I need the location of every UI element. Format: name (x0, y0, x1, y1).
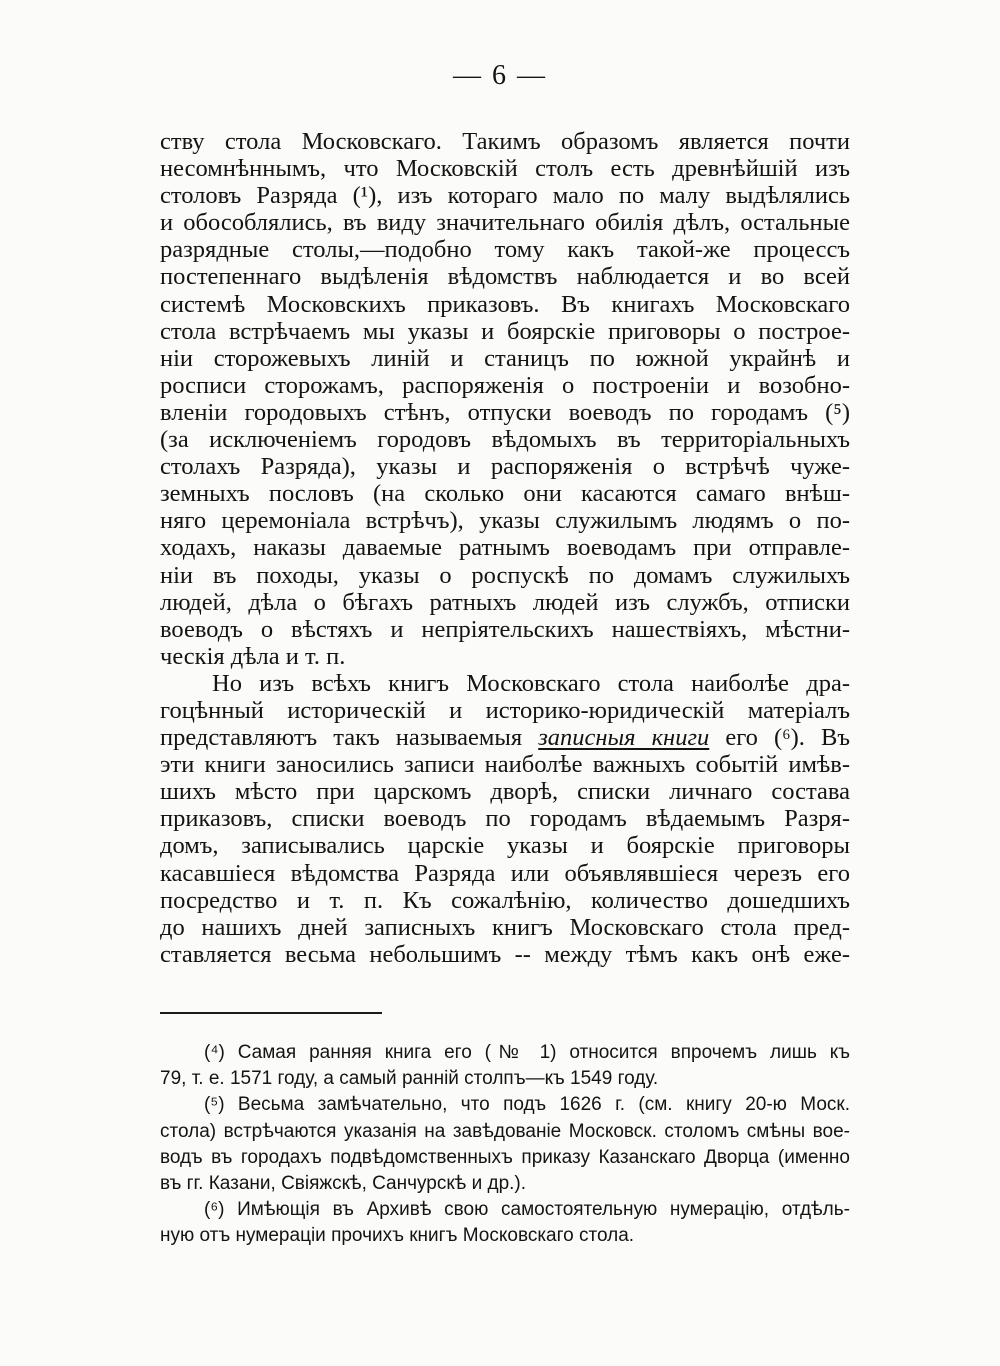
text-line: ніи сторожевыхъ линій и станицъ по южной украйнѣ и (160, 344, 850, 372)
text-line: людей, дѣла о бѣгахъ ратныхъ людей изъ службъ, отписки (160, 588, 850, 616)
text-segment: его (⁶). Въ (709, 724, 850, 752)
text-line: эти книги заносились записи наиболѣе важныхъ событій имѣв- (160, 751, 850, 779)
footnote-line: ную отъ нумераціи прочихъ книгъ Московскаго стола. (160, 1225, 635, 1247)
text-line: гоцѣнный историческій и историко-юридическій матеріалъ (160, 696, 850, 724)
text-line: ставляется весьма небольшимъ -- между тѣмъ какъ онѣ еже- (160, 940, 850, 968)
text-line: ходахъ, наказы даваемые ратнымъ воеводамъ при отправле- (160, 534, 850, 562)
footnote-line: стола) встрѣчаются указанія на завѣдованіе Московск. столомъ смѣны вое- (160, 1120, 850, 1142)
footnote-line: (⁴) Самая ранняя книга его (№ 1) относится впрочемъ лишь къ (204, 1042, 850, 1063)
text-line: и обособлялись, въ виду значительнаго обилія дѣлъ, остальные (160, 209, 850, 237)
text-line: столовъ Разряда (¹), изъ котораго мало по малу выдѣлялись (160, 182, 850, 210)
text-line: вленіи городовыхъ стѣнъ, отпуски воеводъ по городамъ (⁵) (160, 398, 850, 426)
text-line: воеводъ о вѣстяхъ и непріятельскихъ нашествіяхъ, мѣстни- (160, 615, 850, 643)
text-line: несомнѣннымъ, что Московскій столъ есть древнѣйшій изъ (160, 155, 850, 183)
text-line: ніи въ походы, указы о роспускѣ по домамъ служилыхъ (160, 561, 850, 589)
text-line: разрядные столы,—подобно тому какъ такой-же процессъ (160, 236, 850, 264)
text-line: посредство и т. п. Къ сожалѣнію, количество дошедшихъ (160, 886, 850, 914)
text-line: системѣ Московскихъ приказовъ. Въ книгахъ Московскаго (160, 290, 850, 318)
text-line: постепеннаго выдѣленія вѣдомствъ наблюдается и во всей (160, 263, 850, 291)
footnotes (160, 1040, 850, 1250)
text-line: (за исключеніемъ городовъ вѣдомыхъ въ территоріальныхъ (160, 426, 850, 454)
text-line: до нашихъ дней записныхъ книгъ Московскаго стола пред- (160, 913, 850, 941)
text-line: стола встрѣчаемъ мы указы и боярскіе приговоры о построе- (160, 317, 850, 345)
text-line: ческія дѣла и т. п. (160, 642, 346, 670)
footnote-line: (⁵) Весьма замѣчательно, что подъ 1626 г. (см. книгу 20-ю Моск. (204, 1094, 850, 1116)
text-line: Но изъ всѣхъ книгъ Московскаго стола наиболѣе дра- (212, 669, 850, 697)
main-text (160, 128, 850, 968)
text-line (160, 724, 850, 751)
page-number: — 6 — (453, 60, 547, 91)
text-line: домъ, записывались царскіе указы и боярскіе приговоры (160, 832, 850, 860)
underlined-term: записныя книги (538, 724, 710, 752)
text-line: росписи сторожамъ, распоряженія о построеніи и возобно- (160, 371, 850, 399)
footnote-line: 79, т. е. 1571 году, а самый ранній столпъ—къ 1549 году. (160, 1068, 659, 1090)
text-line: шихъ мѣсто при царскомъ дворѣ, списки личнаго состава (160, 778, 850, 806)
footnote-divider (160, 1012, 382, 1014)
text-line: няго церемоніала встрѣчъ), указы служилымъ людямъ о по- (160, 507, 850, 535)
text-segment: представляютъ такъ называемыя (160, 724, 539, 752)
footnote-line: въ гг. Казани, Свіяжскѣ, Санчурскѣ и др.). (160, 1172, 527, 1194)
text-line: ству стола Московскаго. Такимъ образомъ является почти (160, 128, 850, 155)
footnote-line: водъ въ городахъ подвѣдомственныхъ приказу Казанскаго Дворца (именно (160, 1146, 850, 1168)
text-line: столахъ Разряда), указы и распоряженія о встрѣчѣ чуже- (160, 453, 850, 481)
text-line: земныхъ пословъ (на сколько они касаются самаго внѣш- (160, 480, 850, 508)
text-line: приказовъ, списки воеводъ по городамъ вѣдаемымъ Разря- (160, 805, 850, 833)
footnote-line: (⁶) Имѣющія въ Архивѣ свою самостоятельную нумерацію, отдѣль- (204, 1199, 850, 1221)
text-line: касавшіеся вѣдомства Разряда или объявлявшіеся черезъ его (160, 859, 850, 887)
